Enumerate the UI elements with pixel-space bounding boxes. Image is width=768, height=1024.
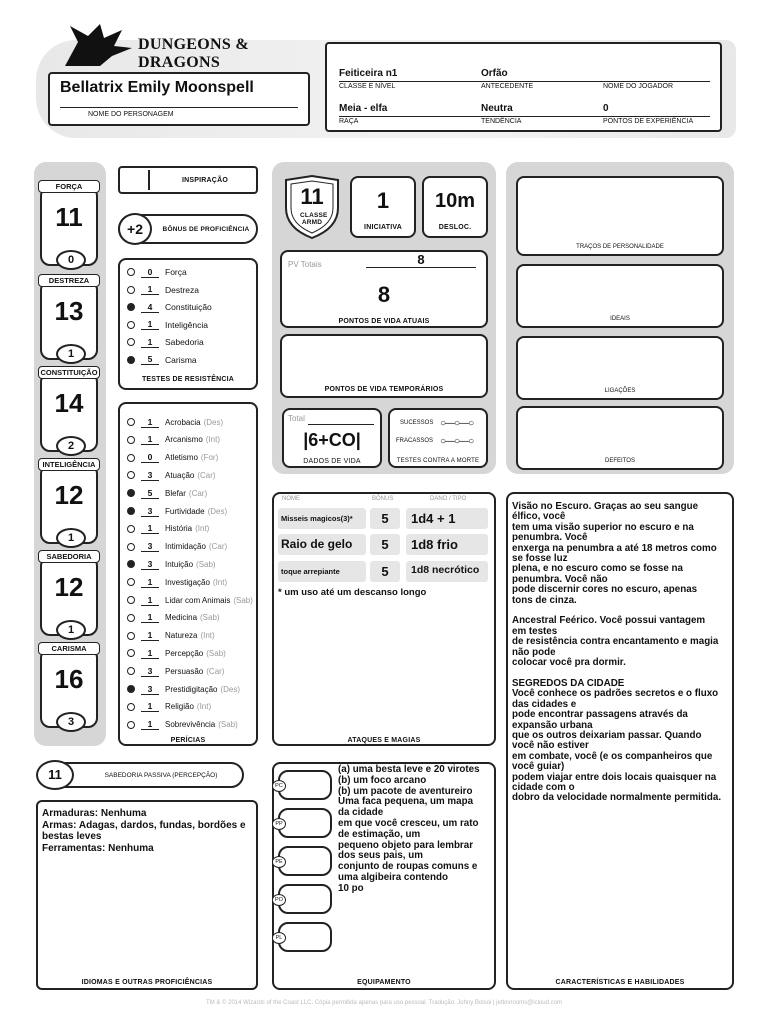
- skill-label: Acrobacia: [165, 417, 201, 427]
- attack-name[interactable]: toque arrepiante: [278, 561, 366, 582]
- feature-line: expansão urbana: [512, 719, 593, 731]
- skill-value[interactable]: 1: [141, 612, 159, 623]
- coin-po[interactable]: [275, 884, 332, 914]
- equipment-line: pequeno objeto para lembrar: [338, 839, 474, 851]
- ability-4: [40, 552, 98, 636]
- skill-attribute: (Des): [220, 684, 241, 694]
- logo-text: DUNGEONS & DRAGONS: [138, 36, 250, 71]
- header-info-box: [325, 42, 722, 132]
- initiative-value[interactable]: 1: [376, 188, 390, 213]
- feature-line: cidade com o: [512, 781, 575, 793]
- equipment-line: (b) um pacote de aventureiro: [338, 785, 473, 797]
- saving-throw-row[interactable]: [127, 264, 187, 280]
- proficiency-line: Armas: Adagas, dardos, fundas, bordões e: [42, 819, 246, 831]
- passive-perception-label: SABEDORIA PASSIVA (PERCEPÇÃO): [104, 772, 218, 779]
- skill-value[interactable]: 1: [141, 523, 159, 534]
- personality-traits-box[interactable]: [516, 176, 724, 256]
- equipment-line: de estimação, um: [338, 828, 421, 840]
- ideals-label: IDEAIS: [610, 316, 630, 322]
- death-saves-box: [388, 408, 488, 468]
- feature-line: não pode: [512, 646, 556, 658]
- attacks-note[interactable]: * um uso até um descanso longo: [278, 587, 427, 598]
- hp-current-value[interactable]: 8: [377, 282, 391, 307]
- ability-name: CARISMA: [38, 642, 100, 655]
- proficiency-dot[interactable]: [127, 721, 135, 729]
- attack-bonus[interactable]: 5: [370, 534, 400, 555]
- feature-line: você não estiver: [512, 740, 589, 752]
- skill-attribute: (Sab): [218, 720, 238, 730]
- feature-line: pode encontrar passagens através da: [512, 709, 688, 721]
- proficiency-dot[interactable]: [127, 543, 135, 551]
- ability-1: [40, 276, 98, 360]
- skill-row[interactable]: [127, 521, 209, 537]
- ability-score[interactable]: 13: [54, 296, 84, 326]
- feature-line: colocar você pra dormir.: [512, 657, 626, 669]
- equipment-line: (b) um foco arcano: [338, 774, 427, 786]
- equipment-line: conjunto de roupas comuns e: [338, 861, 478, 873]
- character-name[interactable]: Bellatrix Emily Moonspell: [60, 79, 254, 96]
- ability-modifier[interactable]: 3: [56, 712, 86, 732]
- proficiency-dot[interactable]: [127, 560, 135, 568]
- passive-perception-box: [48, 762, 244, 788]
- player-name-label: NOME DO JOGADOR: [603, 83, 674, 90]
- ability-score[interactable]: 14: [54, 388, 84, 418]
- feature-line: plena, e no escuro como se fosse na: [512, 563, 683, 575]
- skill-row[interactable]: [127, 539, 227, 555]
- skill-value[interactable]: 3: [141, 666, 159, 677]
- proficiency-dot[interactable]: [127, 338, 135, 346]
- skill-label: Intuição: [165, 559, 194, 569]
- skill-label: Prestidigitação: [165, 684, 218, 694]
- equipment-title: EQUIPAMENTO: [357, 979, 411, 986]
- attack-damage[interactable]: 1d8 frio: [406, 534, 488, 555]
- ability-5: [40, 644, 98, 728]
- feature-line: em combate, você (e os companheiros que: [512, 750, 713, 762]
- coin-pl[interactable]: [275, 922, 332, 952]
- death-saves-failures[interactable]: ○—○—○: [440, 436, 474, 447]
- skill-row[interactable]: [127, 628, 215, 644]
- equipment-line: (a) uma besta leve e 20 virotes: [338, 764, 480, 775]
- saving-throw-row[interactable]: [127, 334, 204, 350]
- equipment-line: 10 po: [338, 882, 364, 894]
- speed-label: DESLOC.: [438, 224, 472, 231]
- skill-row[interactable]: [127, 610, 220, 626]
- inspiration-box: [118, 166, 258, 194]
- background-label: ANTECEDENTE: [481, 83, 534, 90]
- skill-value[interactable]: 3: [141, 684, 159, 695]
- proficiency-dot[interactable]: [127, 418, 135, 426]
- saving-throw-label: Carisma: [165, 354, 197, 365]
- coin-label: PL: [272, 932, 286, 944]
- skill-value[interactable]: 1: [141, 577, 159, 588]
- saving-throw-value[interactable]: 4: [141, 302, 159, 313]
- hp-temp-label: PONTOS DE VIDA TEMPORÁRIOS: [324, 386, 444, 393]
- saving-throws-title: TESTES DE RESISTÊNCIA: [141, 376, 235, 383]
- feature-line: penumbra. Você não: [512, 573, 608, 585]
- hp-current-label: PONTOS DE VIDA ATUAIS: [338, 318, 430, 325]
- ability-modifier[interactable]: 1: [56, 620, 86, 640]
- feature-line: de resistência contra encantamento e magia: [512, 636, 719, 648]
- bonds-label: LIGAÇÕES: [604, 388, 636, 394]
- skill-value[interactable]: 3: [141, 541, 159, 552]
- skill-row[interactable]: [127, 717, 238, 733]
- bonds-box[interactable]: [516, 336, 724, 400]
- footer-copyright: TM & © 2014 Wizards of the Coast LLC. Cópia permitida apenas para uso pessoal. Tradução: Johny Bolsoi | jettovrooms@icloud.com: [206, 1000, 562, 1006]
- skill-attribute: (Int): [195, 524, 210, 534]
- saving-throw-row[interactable]: [127, 317, 208, 333]
- ability-name: DESTREZA: [38, 274, 100, 287]
- coin-pe[interactable]: [275, 846, 332, 876]
- feature-line: Ancestral Feérico. Você possui vantagem: [512, 615, 706, 627]
- feature-line: que os outros deixariam passar. Quando: [512, 729, 702, 741]
- feature-line: você guiar): [512, 761, 565, 773]
- flaws-label: DEFEITOS: [605, 458, 635, 464]
- skill-attribute: (Sab): [233, 595, 253, 605]
- saving-throw-label: Inteligência: [165, 319, 209, 330]
- skill-row[interactable]: [127, 414, 223, 430]
- proficiency-dot[interactable]: [127, 507, 135, 515]
- proficiency-dot[interactable]: [127, 614, 135, 622]
- attack-name[interactable]: Raio de gelo: [278, 534, 366, 555]
- skill-label: Lidar com Animais: [165, 595, 231, 605]
- dnd-logo: [60, 22, 320, 71]
- ability-modifier[interactable]: 0: [56, 250, 86, 270]
- feature-line: em testes: [512, 625, 558, 637]
- skill-value[interactable]: 1: [141, 648, 159, 659]
- proficiency-label: BÔNUS DE PROFICIÊNCIA: [162, 226, 250, 233]
- armor-class-label: CLASSE ARMD: [300, 212, 328, 226]
- proficiencies-title: IDIOMAS E OUTRAS PROFICIÊNCIAS: [81, 979, 213, 986]
- skill-attribute: (Des): [207, 506, 228, 516]
- feature-line: penumbra. Você: [512, 532, 588, 544]
- skill-label: Percepção: [165, 648, 204, 658]
- alignment[interactable]: Neutra: [481, 103, 513, 114]
- skill-attribute: (Int): [200, 631, 215, 641]
- proficiency-dot[interactable]: [127, 525, 135, 533]
- skill-value[interactable]: 3: [141, 559, 159, 570]
- ability-modifier[interactable]: 1: [56, 344, 86, 364]
- ability-score[interactable]: 12: [54, 480, 84, 510]
- proficiency-line: bestas leves: [42, 831, 102, 842]
- armor-class-value[interactable]: 11: [300, 184, 324, 209]
- skill-label: História: [165, 524, 193, 534]
- skill-label: Blefar: [165, 488, 186, 498]
- skill-label: Natureza: [165, 631, 198, 641]
- skill-value[interactable]: 1: [141, 417, 159, 428]
- proficiency-dot[interactable]: [127, 489, 135, 497]
- proficiency-dot[interactable]: [127, 454, 135, 462]
- speed-value[interactable]: 10m: [434, 190, 476, 212]
- saving-throw-row[interactable]: [127, 299, 212, 315]
- feature-line: SEGREDOS DA CIDADE: [512, 677, 625, 689]
- coin-label: PO: [272, 894, 286, 906]
- skill-row[interactable]: [127, 663, 224, 679]
- skill-label: Medicina: [165, 613, 198, 623]
- proficiency-dot[interactable]: [127, 268, 135, 276]
- saving-throw-value[interactable]: 5: [141, 354, 159, 365]
- race[interactable]: Meia - elfa: [339, 103, 388, 114]
- skill-attribute: (Int): [212, 577, 228, 587]
- race-label: RAÇA: [339, 118, 359, 125]
- initiative-label: INICIATIVA: [364, 224, 402, 231]
- skill-attribute: (Int): [205, 435, 221, 445]
- proficiencies-text[interactable]: [42, 808, 256, 854]
- background[interactable]: Orfão: [481, 68, 508, 79]
- proficiency-dot[interactable]: [127, 703, 135, 711]
- experience-points[interactable]: 0: [603, 103, 609, 114]
- dragon-icon: [60, 22, 140, 68]
- proficiency-dot[interactable]: [127, 685, 135, 693]
- skill-attribute: (Sab): [206, 648, 226, 658]
- coin-label: PE: [272, 856, 286, 868]
- current-hp-box: [280, 250, 488, 328]
- speed-box: [422, 176, 488, 238]
- skill-row[interactable]: [127, 592, 253, 608]
- coin-pc[interactable]: [275, 770, 332, 800]
- proficiency-dot[interactable]: [127, 471, 135, 479]
- death-saves-successes-label: SUCESSOS: [400, 420, 434, 426]
- skill-value[interactable]: 0: [141, 452, 159, 463]
- feature-line: pode discernir cores no escuro, apenas: [512, 584, 698, 596]
- inspiration-value[interactable]: [122, 170, 150, 190]
- coin-label: PP: [272, 818, 286, 830]
- proficiency-dot[interactable]: [127, 632, 135, 640]
- skill-attribute: (Car): [188, 488, 208, 498]
- attack-bonus[interactable]: 5: [370, 508, 400, 529]
- hp-max-value[interactable]: 8: [366, 252, 476, 268]
- skill-row[interactable]: [127, 467, 216, 483]
- feature-line: Visão no Escuro. Graças ao seu sangue: [512, 501, 699, 512]
- skill-row[interactable]: [127, 681, 240, 697]
- attack-name[interactable]: Misseis magicos(3)*: [278, 508, 366, 529]
- equipment-line: da cidade: [338, 807, 384, 819]
- skill-attribute: (For): [200, 453, 219, 463]
- equipment-line: uma algibeira contendo: [338, 871, 448, 883]
- personality-traits-label: TRAÇOS DE PERSONALIDADE: [576, 244, 664, 250]
- skill-row[interactable]: [127, 503, 227, 519]
- saving-throw-value[interactable]: 1: [141, 337, 159, 348]
- feature-line: podem viajar entre dois locais quaisquer na: [512, 771, 717, 783]
- class-level[interactable]: Feiticeira n1: [339, 68, 398, 79]
- saving-throw-label: Destreza: [165, 284, 200, 295]
- feature-line: se fosse luz: [512, 553, 568, 565]
- skill-value[interactable]: 1: [141, 595, 159, 606]
- attack-damage[interactable]: 1d8 necrótico: [406, 561, 488, 582]
- proficiency-line: Ferramentas: Nenhuma: [42, 842, 154, 854]
- features-text[interactable]: [512, 502, 732, 804]
- skill-row[interactable]: [127, 450, 218, 466]
- equipment-line: em que você cresceu, um rato: [338, 817, 479, 829]
- ability-0: [40, 182, 98, 266]
- skill-label: Persuasão: [165, 666, 204, 676]
- skill-label: Furtividade: [165, 506, 205, 516]
- skill-row[interactable]: [127, 645, 226, 661]
- skill-label: Religião: [165, 702, 194, 712]
- ability-2: [40, 368, 98, 452]
- saving-throw-row[interactable]: [127, 282, 199, 298]
- skill-label: Atuação: [165, 470, 195, 480]
- ability-score[interactable]: 16: [54, 664, 84, 694]
- equipment-line: Uma faca pequena, um mapa: [338, 796, 474, 808]
- skill-value[interactable]: 3: [141, 470, 159, 481]
- attacks-box: [272, 492, 496, 746]
- coin-label: PC: [272, 780, 286, 792]
- skill-label: Intimidação: [165, 542, 206, 552]
- feature-line: enxerga na penumbra a até 18 metros como: [512, 542, 717, 554]
- feature-line: Você conhece os padrões secretos e o fluxo: [512, 688, 719, 700]
- skill-value[interactable]: 1: [141, 719, 159, 730]
- skill-row[interactable]: [127, 556, 216, 572]
- skill-attribute: (Sab): [196, 559, 216, 569]
- temp-hp-box: [280, 334, 488, 398]
- hit-dice-box: [282, 408, 382, 468]
- ability-score[interactable]: 12: [54, 572, 84, 602]
- proficiency-dot[interactable]: [127, 436, 135, 444]
- skill-attribute: (Sab): [200, 613, 220, 623]
- proficiency-dot[interactable]: [127, 286, 135, 294]
- saving-throw-label: Sabedoria: [165, 337, 204, 347]
- proficiency-dot[interactable]: [127, 303, 135, 311]
- proficiency-dot[interactable]: [127, 667, 135, 675]
- saving-throw-value[interactable]: 1: [141, 284, 159, 295]
- skill-value[interactable]: 1: [141, 434, 159, 445]
- equipment-text[interactable]: [338, 765, 494, 895]
- attack-damage[interactable]: 1d4 + 1: [406, 508, 488, 529]
- skill-value[interactable]: 5: [141, 488, 159, 499]
- skill-row[interactable]: [127, 574, 227, 590]
- proficiency-line: Armaduras: Nenhuma: [42, 808, 147, 819]
- skill-value[interactable]: 3: [141, 506, 159, 517]
- skill-value[interactable]: 1: [141, 701, 159, 712]
- hit-dice-label: DADOS DE VIDA: [303, 458, 361, 465]
- proficiency-box: [118, 214, 258, 244]
- initiative-box: [350, 176, 416, 238]
- xp-label: PONTOS DE EXPERIÊNCIA: [603, 118, 694, 125]
- ability-name: SABEDORIA: [38, 550, 100, 563]
- flaws-box[interactable]: [516, 406, 724, 470]
- skill-label: Atletismo: [165, 453, 198, 463]
- features-title: CARACTERÍSTICAS E HABILIDADES: [555, 979, 685, 986]
- ability-name: CONSTITUIÇÃO: [38, 366, 100, 379]
- feature-line: das cidades e: [512, 698, 577, 710]
- saving-throw-label: Constituição: [165, 302, 212, 312]
- ability-3: [40, 460, 98, 544]
- death-saves-label: TESTES CONTRA A MORTE: [396, 458, 480, 464]
- skill-value[interactable]: 1: [141, 630, 159, 641]
- character-name-label: NOME DO PERSONAGEM: [88, 111, 174, 118]
- inspiration-label: INSPIRAÇÃO: [182, 177, 228, 184]
- attacks-col-damage: DANO / TIPO: [430, 496, 467, 502]
- skill-row[interactable]: [127, 699, 211, 715]
- ability-modifier[interactable]: 1: [56, 528, 86, 548]
- saving-throw-value[interactable]: 1: [141, 319, 159, 330]
- hit-dice-value[interactable]: |6+CO|: [303, 430, 361, 450]
- coin-pp[interactable]: [275, 808, 332, 838]
- alignment-label: TENDÊNCIA: [481, 118, 522, 125]
- death-saves-failures-label: FRACASSOS: [396, 438, 434, 444]
- death-saves-successes[interactable]: ○—○—○: [440, 418, 474, 429]
- hp-max-label: PV Totais: [288, 260, 322, 269]
- proficiency-dot[interactable]: [127, 578, 135, 586]
- skill-row[interactable]: [127, 485, 207, 501]
- skills-title: PERÍCIAS: [170, 737, 206, 744]
- proficiency-dot[interactable]: [127, 649, 135, 657]
- skill-label: Arcanismo: [165, 435, 203, 445]
- ability-score[interactable]: 11: [55, 202, 83, 232]
- saving-throw-row[interactable]: [127, 352, 197, 368]
- skill-label: Investigação: [165, 577, 210, 587]
- attacks-col-name: NOME: [282, 496, 300, 502]
- feature-line: tem uma visão superior no escuro e na: [512, 521, 694, 533]
- skill-attribute: (Des): [203, 417, 224, 427]
- proficiency-dot[interactable]: [127, 596, 135, 604]
- feature-line: tons de cinza.: [512, 594, 577, 606]
- equipment-line: dos seus pais, um: [338, 850, 423, 862]
- ability-name: INTELIGÊNCIA: [38, 458, 100, 471]
- proficiency-value[interactable]: +2: [118, 213, 152, 245]
- ability-modifier[interactable]: 2: [56, 436, 86, 456]
- armor-class-shield: [282, 174, 342, 240]
- class-level-label: CLASSE E NÍVEL: [339, 83, 396, 90]
- skill-attribute: (Car): [197, 470, 216, 480]
- saving-throw-value[interactable]: 0: [141, 267, 159, 278]
- feature-line: dobro da velocidade normalmente permitida.: [512, 792, 722, 804]
- hit-dice-total-label: Total: [288, 414, 305, 423]
- character-name-scroll: [48, 72, 310, 126]
- skill-label: Sobrevivência: [165, 720, 216, 730]
- skill-attribute: (Int): [196, 702, 212, 712]
- proficiency-dot[interactable]: [127, 356, 135, 364]
- skill-attribute: (Car): [208, 542, 228, 552]
- proficiency-dot[interactable]: [127, 321, 135, 329]
- attacks-col-bonus: BÔNUS: [372, 496, 394, 502]
- saving-throw-label: Força: [165, 267, 187, 277]
- skill-attribute: (Car): [206, 666, 225, 676]
- passive-perception-value[interactable]: 11: [36, 760, 74, 790]
- attacks-title: ATAQUES E MAGIAS: [347, 737, 421, 744]
- skill-row[interactable]: [127, 432, 220, 448]
- feature-line: élfico, você: [512, 511, 566, 523]
- attack-bonus[interactable]: 5: [370, 561, 400, 582]
- ideals-box[interactable]: [516, 264, 724, 328]
- ability-name: FORÇA: [38, 180, 100, 193]
